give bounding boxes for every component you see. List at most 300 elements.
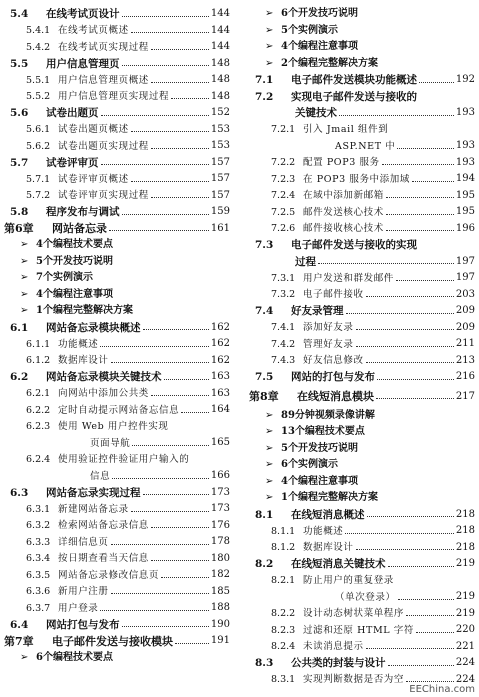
dot-leader — [388, 665, 454, 666]
page-number: 220 — [455, 624, 475, 636]
bullet-arrow-icon: ➢ — [20, 239, 29, 251]
entry-title: 在线短消息模块 — [297, 390, 374, 403]
toc-entry — [249, 556, 475, 573]
dot-leader — [382, 164, 454, 165]
toc-entry — [249, 369, 475, 386]
entry-number: 6.3.6 — [26, 586, 51, 597]
entry-title: 在域中添加新邮箱 — [303, 190, 384, 201]
bullet-arrow-icon: ➢ — [265, 426, 274, 438]
bullet-arrow-icon: ➢ — [265, 492, 274, 504]
entry-number: 8.2.3 — [271, 624, 296, 636]
entry-title: 4个编程注意事项 — [281, 41, 358, 53]
toc-entry — [4, 171, 230, 188]
entry-title: 1个编程完整解决方案 — [281, 492, 378, 504]
entry-title: 邮件接收核心技术 — [303, 223, 384, 234]
entry-title: 信息 — [90, 470, 111, 482]
page-number: 209 — [455, 321, 475, 333]
entry-number: 第7章 — [4, 634, 34, 648]
toc-right-column — [249, 6, 475, 688]
toc-entry — [4, 204, 230, 221]
entry-title: 在线考试页概述 — [58, 25, 129, 36]
entry-number: 7.4.2 — [271, 338, 296, 350]
toc-entry — [4, 534, 230, 551]
toc-entry — [4, 138, 230, 155]
toc-entry — [4, 584, 230, 601]
toc-entry — [249, 474, 475, 491]
page-number: 193 — [455, 140, 475, 152]
entry-number: 8.1.1 — [271, 525, 296, 537]
entry-number: 8.2 — [255, 558, 274, 570]
toc-entry — [4, 105, 230, 122]
entry-number: 7.2.3 — [271, 173, 296, 185]
dot-leader — [161, 577, 209, 578]
toc-entry — [249, 72, 475, 89]
page-number: 218 — [455, 541, 475, 553]
entry-number: 8.3.1 — [271, 674, 296, 685]
watermark: EEChina.com — [409, 684, 475, 695]
entry-number: 5.8 — [10, 206, 29, 218]
dot-leader — [132, 445, 209, 446]
bullet-arrow-icon: ➢ — [20, 272, 29, 284]
toc-entry — [4, 303, 230, 320]
dot-leader — [122, 16, 209, 17]
dot-leader — [398, 599, 454, 600]
entry-number: 6.3 — [10, 486, 29, 499]
entry-number: 6.3.2 — [26, 520, 51, 531]
dot-leader — [112, 478, 209, 479]
toc-entry — [4, 501, 230, 518]
entry-number: 5.7 — [10, 156, 29, 169]
entry-title: 在线考试页设计 — [46, 8, 120, 20]
page-number: 148 — [210, 74, 230, 86]
toc-entry — [4, 386, 230, 403]
toc-entry — [249, 441, 475, 458]
toc-entry — [4, 188, 230, 205]
entry-number: 6.3.1 — [26, 503, 51, 515]
page-number: 144 — [210, 24, 230, 36]
dot-leader — [356, 346, 454, 347]
entry-number: 5.5 — [10, 57, 29, 70]
entry-title: 13个编程技术要点 — [281, 426, 365, 438]
page-number: 148 — [210, 57, 230, 69]
dot-leader — [367, 516, 454, 517]
dot-leader — [111, 544, 209, 545]
dot-leader — [386, 230, 454, 231]
entry-number: 6.2 — [10, 371, 29, 383]
entry-number: 6.1.1 — [26, 338, 51, 350]
entry-title: 邮件发送核心技术 — [303, 206, 384, 218]
entry-title: 好友信息修改 — [303, 355, 364, 366]
entry-title: 网站备忘录 — [52, 222, 107, 236]
page-number: 209 — [455, 305, 475, 317]
page-number: 173 — [210, 503, 230, 515]
entry-number: 7.3.1 — [271, 272, 296, 284]
entry-title: 公共类的封装与设计 — [291, 657, 386, 669]
page-number: 161 — [210, 222, 230, 234]
bullet-arrow-icon: ➢ — [265, 459, 274, 471]
bullet-arrow-icon: ➢ — [20, 288, 29, 300]
entry-title: 1个编程完整解决方案 — [36, 305, 133, 317]
entry-number: 5.7.2 — [26, 190, 51, 201]
toc-entry — [249, 56, 475, 73]
entry-title: ASP.NET 中 — [335, 140, 396, 152]
page-number: 218 — [455, 525, 475, 537]
toc-entry — [249, 639, 475, 656]
toc-entry — [249, 386, 475, 408]
entry-title: 用户信息管理页实现过程 — [58, 91, 170, 102]
entry-number: 5.5.2 — [26, 91, 51, 102]
dot-leader — [339, 115, 454, 116]
toc-entry — [249, 237, 475, 254]
entry-number: 7.4.1 — [271, 322, 296, 333]
entry-title: 引入 Jmail 组件到 — [303, 124, 389, 135]
toc-entry — [4, 320, 230, 337]
dot-leader — [397, 148, 454, 149]
entry-title: 电子邮件发送与接收模块 — [52, 634, 173, 648]
entry-title: 用户信息管理页概述 — [58, 74, 149, 86]
page-number: 157 — [210, 173, 230, 185]
page-number: 193 — [455, 107, 475, 119]
entry-title: （单次登录） — [335, 591, 396, 603]
entry-title: 未读消息提示 — [303, 641, 364, 652]
dot-leader — [151, 49, 209, 50]
dot-leader — [100, 346, 209, 347]
toc-entry — [249, 303, 475, 320]
toc-entry — [249, 105, 475, 122]
entry-number: 6.3.7 — [26, 602, 51, 614]
dot-leader — [419, 82, 454, 83]
entry-title: 6个实例演示 — [281, 459, 338, 471]
toc-entry — [249, 39, 475, 56]
entry-title: 用户发送和群发邮件 — [303, 272, 394, 284]
dot-leader — [356, 329, 454, 330]
dot-leader — [377, 379, 454, 380]
dot-leader — [111, 593, 209, 594]
entry-title: 在线短消息概述 — [291, 508, 365, 521]
toc-entry — [249, 507, 475, 524]
entry-number: 7.2.1 — [271, 124, 296, 135]
entry-number: 8.1.2 — [271, 542, 296, 553]
bullet-arrow-icon: ➢ — [20, 305, 29, 317]
entry-number: 8.1 — [255, 508, 274, 521]
dot-leader — [175, 643, 209, 644]
entry-number: 6.1 — [10, 321, 29, 334]
toc-left-column — [4, 6, 230, 666]
page-number: 178 — [210, 536, 230, 548]
entry-title: 过滤和还原 HTML 字符 — [303, 624, 414, 636]
entry-title: 用户信息管理页 — [46, 57, 120, 70]
dot-leader — [143, 329, 209, 330]
entry-number: 5.7.1 — [26, 173, 51, 185]
toc-entry — [249, 221, 475, 238]
page-number: 144 — [210, 8, 230, 20]
entry-title: 89分钟视频录像讲解 — [281, 409, 375, 421]
entry-title: 4个编程技术要点 — [36, 239, 113, 251]
toc-entry — [249, 424, 475, 441]
toc-entry — [4, 452, 230, 469]
entry-number: 5.6.1 — [26, 124, 51, 135]
dot-leader — [388, 566, 454, 567]
dot-leader — [412, 181, 454, 182]
toc-entry — [249, 155, 475, 172]
dot-leader — [151, 527, 209, 528]
entry-title: 试卷评审页概述 — [58, 173, 129, 185]
toc-entry — [249, 270, 475, 287]
toc-entry — [249, 171, 475, 188]
entry-number: 5.6 — [10, 107, 29, 119]
toc-entry — [4, 336, 230, 353]
entry-title: 网站的打包与发布 — [291, 371, 375, 383]
entry-number: 6.3.3 — [26, 536, 51, 548]
page-number: 162 — [210, 321, 230, 333]
toc-entry — [4, 254, 230, 271]
page-number: 188 — [210, 602, 230, 614]
entry-number: 5.5.1 — [26, 74, 51, 86]
toc-entry — [249, 622, 475, 639]
page-number: 197 — [455, 255, 475, 267]
entry-number: 8.2.4 — [271, 641, 296, 652]
entry-number: 第6章 — [4, 222, 34, 236]
dot-leader — [181, 412, 209, 413]
page-number: 195 — [455, 206, 475, 218]
page-number: 153 — [210, 140, 230, 152]
bullet-arrow-icon: ➢ — [265, 8, 274, 20]
toc-entry — [249, 122, 475, 139]
dot-leader — [109, 230, 209, 231]
toc-entry — [249, 353, 475, 370]
dot-leader — [346, 313, 454, 314]
entry-number: 5.6.2 — [26, 140, 51, 152]
entry-title: 试卷出题页概述 — [58, 124, 129, 135]
entry-title: 在线短消息关键技术 — [291, 558, 386, 570]
toc-entry — [249, 320, 475, 337]
page-number: 193 — [455, 156, 475, 168]
dot-leader — [151, 197, 209, 198]
toc-entry — [4, 23, 230, 40]
toc-entry — [4, 287, 230, 304]
toc-entry — [249, 336, 475, 353]
toc-entry — [249, 408, 475, 425]
toc-entry — [249, 606, 475, 623]
page-number: 152 — [210, 107, 230, 119]
entry-number: 6.2.1 — [26, 388, 51, 399]
entry-number: 7.2.6 — [271, 223, 296, 234]
entry-title: 配置 POP3 服务 — [303, 157, 380, 168]
page-number: 219 — [455, 591, 475, 603]
entry-title: 6个编程技术要点 — [36, 651, 113, 663]
toc-entry — [4, 369, 230, 386]
entry-title: 2个编程完整解决方案 — [281, 57, 378, 69]
page-number: 166 — [210, 470, 230, 482]
entry-title: 添加好友录 — [303, 322, 354, 333]
dot-leader — [164, 379, 209, 380]
bullet-arrow-icon: ➢ — [20, 651, 29, 663]
page-number: 148 — [210, 90, 230, 102]
entry-title: 管理好友录 — [303, 338, 354, 350]
toc-entry — [249, 573, 475, 590]
entry-number: 5.4.2 — [26, 41, 51, 53]
page-number: 191 — [210, 635, 230, 647]
toc-entry — [4, 419, 230, 436]
bullet-arrow-icon: ➢ — [265, 41, 274, 53]
toc-entry — [4, 270, 230, 287]
entry-title: 关键技术 — [295, 107, 337, 119]
toc-entry — [4, 435, 230, 452]
page-number: 163 — [210, 387, 230, 399]
entry-title: 使用 Web 用户控件实现 — [58, 421, 169, 432]
page-number: 224 — [455, 673, 475, 685]
toc-entry — [4, 72, 230, 89]
entry-title: 数据库设计 — [303, 542, 354, 553]
toc-entry — [4, 485, 230, 502]
page-number: 162 — [210, 338, 230, 350]
entry-number: 6.2.3 — [26, 421, 51, 432]
toc-entry — [4, 56, 230, 73]
toc-entry — [4, 402, 230, 419]
entry-title: 功能概述 — [58, 338, 99, 350]
page-number: 173 — [210, 486, 230, 498]
dot-leader — [366, 296, 454, 297]
entry-title: 5个开发技巧说明 — [281, 442, 358, 454]
toc-entry — [4, 617, 230, 634]
toc-entry — [249, 204, 475, 221]
page-number: 224 — [455, 657, 475, 669]
dot-leader — [111, 362, 209, 363]
toc-entry — [4, 221, 230, 238]
entry-title: 在 POP3 服务中添加域 — [303, 173, 410, 185]
bullet-arrow-icon: ➢ — [265, 442, 274, 454]
entry-title: 新建网站备忘录 — [58, 503, 129, 515]
dot-leader — [356, 549, 454, 550]
dot-leader — [151, 148, 209, 149]
toc-entry — [249, 457, 475, 474]
entry-number: 8.3 — [255, 657, 274, 669]
page-number: 163 — [210, 371, 230, 383]
toc-entry — [249, 490, 475, 507]
entry-title: 用户登录 — [58, 602, 99, 614]
dot-leader — [143, 494, 209, 495]
entry-title: 向网站中添加公共类 — [58, 388, 149, 399]
dot-leader — [151, 395, 209, 396]
page-number: 213 — [455, 354, 475, 366]
entry-title: 网站备忘录实现过程 — [46, 486, 141, 499]
toc-entry — [249, 589, 475, 606]
entry-number: 第8章 — [249, 390, 279, 403]
entry-title: 在线考试页实现过程 — [58, 41, 149, 53]
page-number: 159 — [210, 206, 230, 218]
page-number: 165 — [210, 437, 230, 449]
entry-title: 试卷评审页 — [46, 156, 99, 169]
dot-leader — [366, 648, 454, 649]
entry-title: 4个编程注意事项 — [281, 475, 358, 487]
page-number: 196 — [455, 222, 475, 234]
entry-title: 5个实例演示 — [281, 24, 338, 36]
dot-leader — [131, 511, 209, 512]
entry-number: 6.4 — [10, 618, 29, 631]
page-number: 197 — [455, 272, 475, 284]
entry-number: 6.2.4 — [26, 454, 51, 465]
page-number: 194 — [455, 173, 475, 185]
page-number: 182 — [210, 569, 230, 581]
toc-entry — [4, 551, 230, 568]
toc-entry — [4, 650, 230, 667]
page-number: 219 — [455, 607, 475, 619]
entry-title: 电子邮件接收 — [303, 289, 364, 300]
entry-number: 6.1.2 — [26, 355, 51, 366]
dot-leader — [366, 362, 454, 363]
page-number: 180 — [210, 552, 230, 564]
toc-entry — [4, 237, 230, 254]
entry-title: 设计动态树状菜单程序 — [303, 608, 405, 619]
dot-leader — [345, 533, 454, 534]
toc-entry — [4, 518, 230, 535]
entry-title: 定时自动提示网站备忘信息 — [58, 404, 180, 416]
entry-title: 5个开发技巧说明 — [36, 255, 113, 267]
entry-title: 4个编程注意事项 — [36, 288, 113, 300]
bullet-arrow-icon: ➢ — [265, 57, 274, 69]
dot-leader — [100, 610, 209, 611]
entry-title: 防止用户的重复登录 — [303, 575, 394, 586]
toc-entry — [249, 138, 475, 155]
entry-title: 过程 — [295, 255, 316, 268]
page-number: 211 — [455, 338, 475, 350]
toc-entry — [249, 188, 475, 205]
page-number: 221 — [455, 640, 475, 652]
entry-number: 7.2.4 — [271, 190, 296, 201]
bullet-arrow-icon: ➢ — [20, 255, 29, 267]
dot-leader — [131, 131, 209, 132]
toc-entry — [249, 6, 475, 23]
toc-entry — [4, 633, 230, 650]
dot-leader — [376, 398, 454, 399]
page-number: 216 — [455, 371, 475, 383]
entry-title: 程序发布与调试 — [46, 206, 120, 218]
dot-leader — [151, 560, 209, 561]
page-number: 203 — [455, 288, 475, 300]
bullet-arrow-icon: ➢ — [265, 409, 274, 421]
entry-number: 7.2.5 — [271, 206, 296, 218]
toc-entry — [4, 353, 230, 370]
toc-entry — [4, 89, 230, 106]
toc-entry — [249, 523, 475, 540]
page-number: 176 — [210, 519, 230, 531]
page-number: 190 — [210, 618, 230, 630]
toc-entry — [249, 655, 475, 672]
entry-number: 7.4.3 — [271, 355, 296, 366]
toc-entry — [249, 254, 475, 271]
toc-entry — [4, 468, 230, 485]
dot-leader — [318, 263, 454, 264]
entry-number: 7.4 — [255, 305, 274, 317]
entry-title: 数据库设计 — [58, 355, 109, 366]
page-number: 218 — [455, 508, 475, 520]
page-number: 217 — [455, 390, 475, 402]
entry-number: 7.1 — [255, 74, 274, 86]
page-number: 162 — [210, 354, 230, 366]
entry-title: 实现电子邮件发送与接收的 — [291, 90, 417, 103]
entry-title: 网站备忘录模块关键技术 — [46, 371, 162, 383]
entry-title: 试卷出题页 — [46, 107, 99, 119]
entry-number: 8.2.2 — [271, 608, 296, 619]
entry-number: 6.3.5 — [26, 569, 51, 581]
dot-leader — [406, 615, 454, 616]
toc-entry — [4, 155, 230, 172]
dot-leader — [386, 197, 454, 198]
entry-title: 功能概述 — [303, 525, 344, 537]
dot-leader — [406, 681, 454, 682]
entry-number: 7.2.2 — [271, 157, 296, 168]
page-number: 164 — [210, 404, 230, 416]
